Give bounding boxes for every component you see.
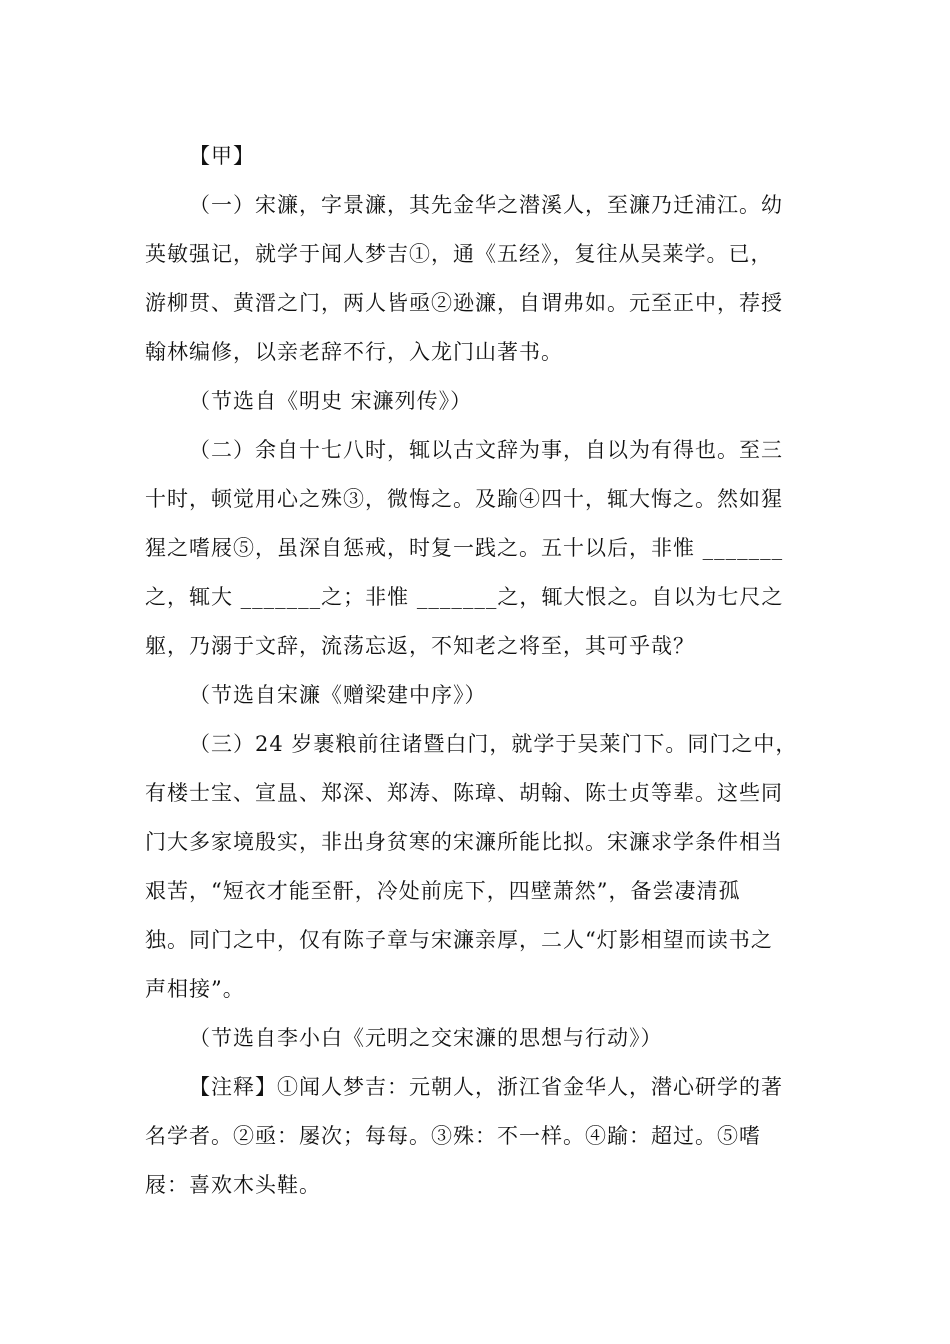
passage-one-line: 英敏强记，就学于闻人梦吉①，通《五经》，复往从吴莱学。已， xyxy=(145,242,773,266)
passage-three-line: 艰苦，“短衣才能至骭，冷处前庑下，四壁萧然”，备尝凄清孤 xyxy=(145,879,741,903)
passage-three-line: 有楼士宝、宣昷、郑深、郑涛、陈璋、胡翰、陈士贞等辈。这些同 xyxy=(145,781,783,805)
passage-two-line: 猩之嗜屐⑤，虽深自惩戒，时复一践之。五十以后，非惟 _______ xyxy=(145,536,784,560)
passage-three-line: （三）24 岁裹粮前往诸暨白门，就学于吴莱门下。同门之中， xyxy=(189,732,798,756)
passage-three-line: 门大多家境殷实，非出身贫寒的宋濂所能比拟。宋濂求学条件相当 xyxy=(145,830,783,854)
notes-line: 屐：喜欢木头鞋。 xyxy=(145,1173,321,1197)
passage-two-line: 十时，顿觉用心之殊③，微悔之。及踰④四十，辄大悔之。然如猩 xyxy=(145,487,783,511)
notes-line: 【注释】①闻人梦吉：元朝人，浙江省金华人，潜心研学的著 xyxy=(189,1075,783,1099)
document-page xyxy=(145,132,810,1210)
passage-one-line: 游柳贯、黄溍之门，两人皆亟②逊濂，自谓弗如。元至正中，荐授 xyxy=(145,291,783,315)
passage-two-line: 躯，乃溺于文辞，流荡忘返，不知老之将至，其可乎哉？ xyxy=(145,634,695,658)
passage-one xyxy=(145,181,810,426)
passage-two-source: （节选自宋濂《赠梁建中序》） xyxy=(189,683,487,707)
passage-three-line: 声相接”。 xyxy=(145,977,245,1001)
passage-one-source: （节选自《明史 宋濂列传》） xyxy=(189,389,473,413)
section-heading: 【甲】 xyxy=(189,144,255,168)
passage-one-line: （一）宋濂，字景濂，其先金华之潜溪人，至濂乃迁浦江。幼 xyxy=(189,193,783,217)
passage-two xyxy=(145,426,810,720)
notes-section xyxy=(145,1063,810,1210)
passage-two-line: 之，辄大 _______之；非惟 _______之，辄大恨之。自以为七尺之 xyxy=(145,585,784,609)
passage-one-line: 翰林编修，以亲老辞不行，入龙门山著书。 xyxy=(145,340,563,364)
passage-two-line: （二）余自十七八时，辄以古文辞为事，自以为有得也。至三 xyxy=(189,438,783,462)
passage-three xyxy=(145,720,810,1063)
passage-three-line: 独。同门之中，仅有陈子章与宋濂亲厚，二人“灯影相望而读书之 xyxy=(145,928,773,952)
notes-line: 名学者。②亟：屡次；每每。③殊：不一样。④踰：超过。⑤嗜 xyxy=(145,1124,761,1148)
passage-three-source: （节选自李小白《元明之交宋濂的思想与行动》） xyxy=(189,1026,663,1050)
